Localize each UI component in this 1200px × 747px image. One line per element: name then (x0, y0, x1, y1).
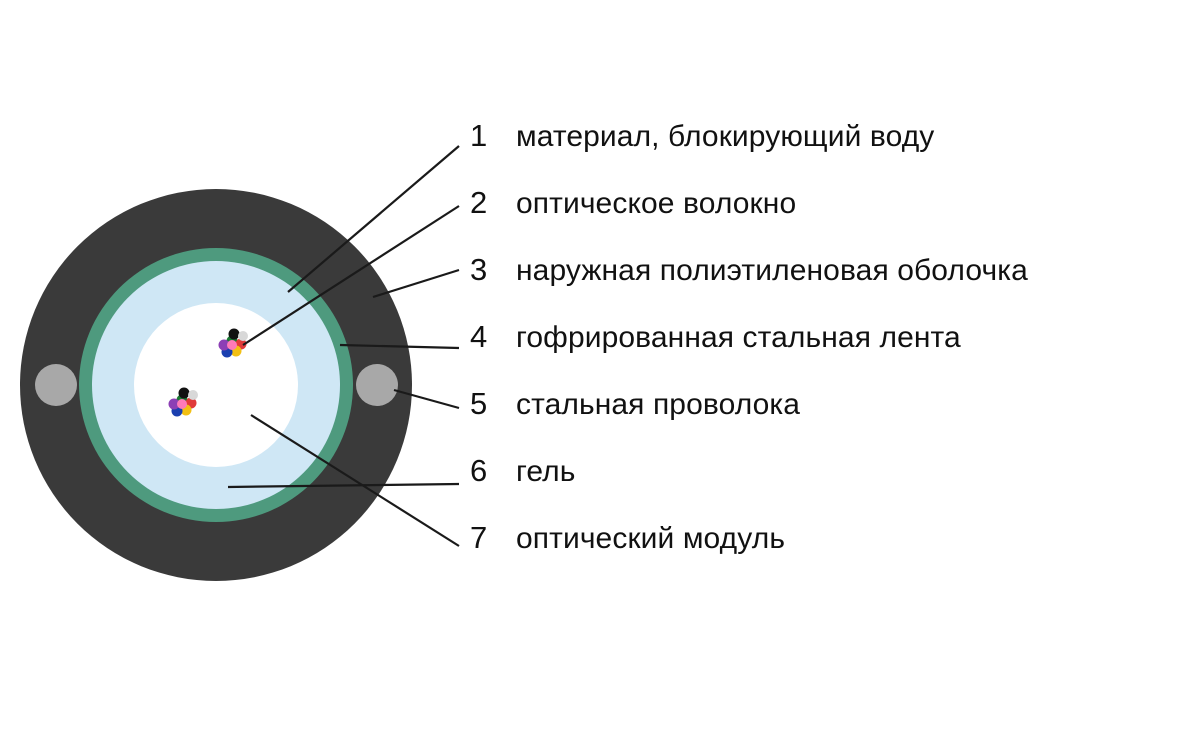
legend-item-1 (470, 118, 1200, 185)
legend-item-7 (470, 520, 1200, 587)
steel-wire-left-shape (35, 364, 77, 406)
legend-number-6: 6 (470, 453, 488, 488)
legend-number-5: 5 (470, 386, 488, 421)
legend-label-3: наружная полиэтиленовая оболочка (516, 254, 1028, 287)
legend-item-2 (470, 185, 1200, 252)
legend-label-1: материал, блокирующий воду (516, 120, 935, 153)
legend-number-4: 4 (470, 319, 488, 354)
legend-label-6: гель (516, 455, 576, 488)
legend-label-4: гофрированная стальная лента (516, 321, 961, 354)
steel-wire-right-shape (356, 364, 398, 406)
leader-line-3 (373, 270, 459, 297)
optical-module-shape (134, 303, 298, 467)
legend-label-5: стальная проволока (516, 388, 801, 421)
legend-label-2: оптическое волокно (516, 187, 797, 220)
legend-item-6 (470, 453, 1200, 520)
legend-item-3 (470, 252, 1200, 319)
legend-label-7: оптический модуль (516, 522, 786, 555)
legend-number-3: 3 (470, 252, 488, 287)
legend-item-4 (470, 319, 1200, 386)
legend-list (470, 118, 1200, 587)
legend-item-5 (470, 386, 1200, 453)
legend-number-1: 1 (470, 118, 488, 153)
legend-number-7: 7 (470, 520, 488, 555)
legend-number-2: 2 (470, 185, 488, 220)
